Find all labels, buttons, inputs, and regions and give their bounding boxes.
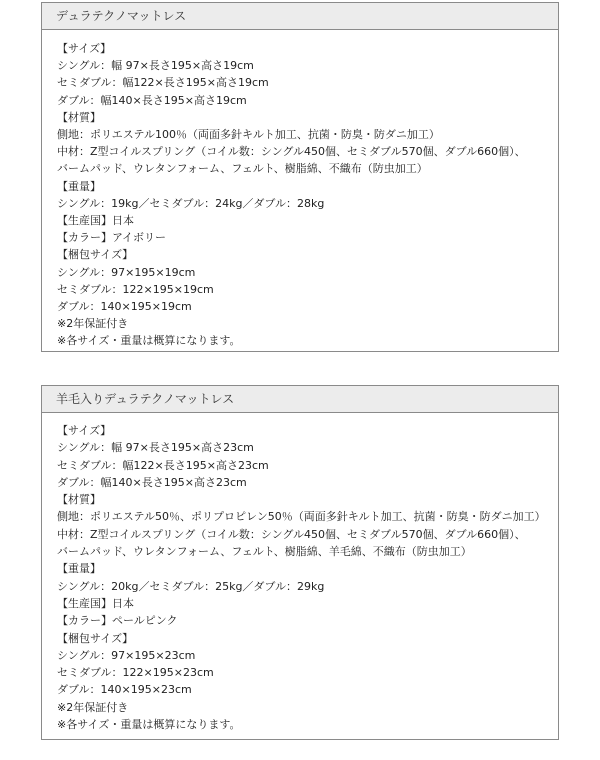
material-filling-cont: バームパッド、ウレタンフォーム、フェルト、樹脂綿、不織布（防虫加工） (57, 162, 428, 176)
spec-card-wool-dura-techno (41, 385, 559, 740)
size-heading: 【サイズ】 (57, 42, 112, 55)
size-semi-double: セミダブル：幅122×長さ195×高さ23cm (57, 458, 269, 472)
material-cover: 側地：ポリエステル50％、ポリプロピレン50％（両面多針キルト加工、抗菌・防臭・防ダニ加工） (57, 510, 546, 524)
material-heading: 【材質】 (57, 493, 101, 507)
package-heading: 【梱包サイズ】 (57, 631, 134, 645)
package-double: ダブル：140×195×19cm (57, 300, 192, 314)
size-single: シングル：幅 97×長さ195×高さ23cm (57, 441, 254, 455)
package-double: ダブル：140×195×23cm (57, 683, 192, 697)
spec-list (42, 30, 558, 350)
spec-list (42, 413, 558, 733)
weight-heading: 【重量】 (57, 179, 101, 193)
package-semi-double: セミダブル：122×195×23cm (57, 666, 214, 680)
material-heading: 【材質】 (57, 110, 101, 124)
warranty-note: ※2年保証付き (57, 317, 129, 331)
card-title: 羊毛入りデュラテクノマットレス (42, 386, 558, 413)
weight-values: シングル：20kg／セミダブル：25kg／ダブル：29kg (57, 579, 325, 593)
material-filling: 中材：Z型コイルスプリング（コイル数：シングル450個、セミダブル570個、ダブル660個）、 (57, 145, 526, 159)
origin: 【生産国】日本 (57, 214, 134, 228)
approx-note: ※各サイズ・重量は概算になります。 (57, 334, 241, 348)
material-cover: 側地：ポリエステル100％（両面多針キルト加工、抗菌・防臭・防ダニ加工） (57, 128, 440, 142)
card-title: デュラテクノマットレス (42, 3, 558, 30)
size-double: ダブル：幅140×長さ195×高さ19cm (57, 93, 247, 107)
package-single: シングル：97×195×19cm (57, 265, 196, 279)
weight-heading: 【重量】 (57, 562, 101, 576)
spec-card-dura-techno (41, 2, 559, 352)
origin: 【生産国】日本 (57, 596, 134, 610)
material-filling-cont: バームパッド、ウレタンフォーム、フェルト、樹脂綿、羊毛綿、不織布（防虫加工） (57, 545, 472, 559)
package-semi-double: セミダブル：122×195×19cm (57, 282, 214, 296)
size-semi-double: セミダブル：幅122×長さ195×高さ19cm (57, 76, 269, 90)
package-heading: 【梱包サイズ】 (57, 248, 134, 262)
size-double: ダブル：幅140×長さ195×高さ23cm (57, 475, 247, 489)
package-single: シングル：97×195×23cm (57, 648, 196, 662)
approx-note: ※各サイズ・重量は概算になります。 (57, 718, 241, 732)
size-single: シングル：幅 97×長さ195×高さ19cm (57, 59, 254, 73)
color: 【カラー】アイボリー (57, 231, 167, 245)
material-filling: 中材：Z型コイルスプリング（コイル数：シングル450個、セミダブル570個、ダブル660個）、 (57, 527, 526, 541)
size-heading: 【サイズ】 (57, 424, 112, 437)
color: 【カラー】ペールピンク (57, 614, 178, 628)
weight-values: シングル：19kg／セミダブル：24kg／ダブル：28kg (57, 196, 325, 210)
warranty-note: ※2年保証付き (57, 700, 129, 714)
